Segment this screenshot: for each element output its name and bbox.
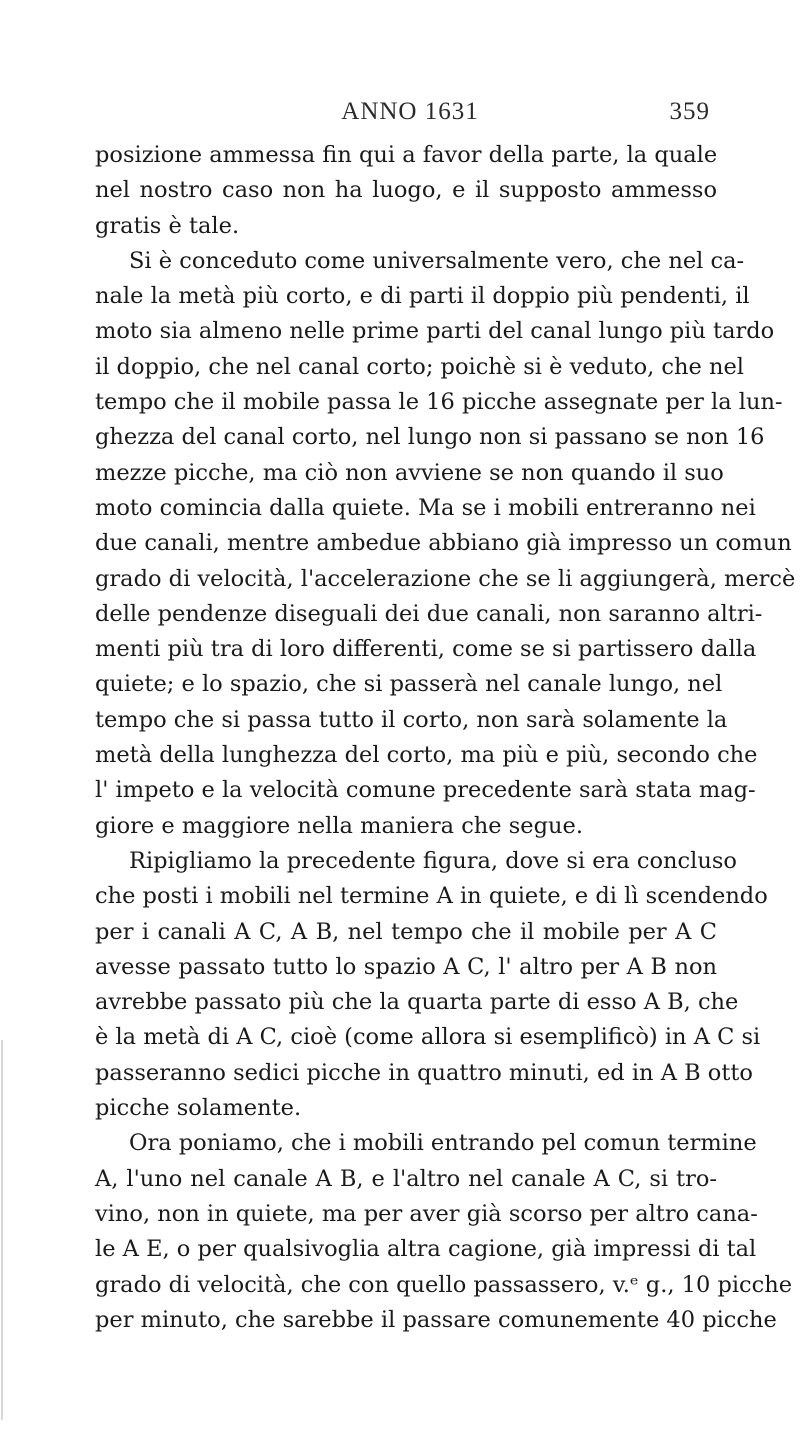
text-line: grado di velocità, che con quello passassero, v.ᵉ g., 10 picche (95, 1271, 793, 1298)
page-number: 359 (669, 98, 710, 125)
text-line: delle pendenze diseguali dei due canali, non saranno altri- (95, 600, 763, 627)
paragraph-start-line: Ripigliamo la precedente figura, dove si era concluso (129, 847, 737, 874)
text-line: nel nostro caso non ha luogo, e il supposto ammesso (95, 177, 717, 204)
text-line: l' impeto e la velocità comune precedente sarà stata mag- (95, 777, 756, 804)
text-line: quiete; e lo spazio, che si passerà nel canale lungo, nel (95, 671, 723, 698)
text-line: il doppio, che nel canal corto; poichè si è veduto, che nel (95, 353, 744, 380)
running-head: ANNO 1631 (341, 98, 479, 125)
text-line: le A E, o per qualsivoglia altra cagione, già impressi di tal (95, 1236, 757, 1263)
text-line: per i canali A C, A B, nel tempo che il mobile per A C (95, 918, 717, 945)
text-line: nale la metà più corto, e di parti il doppio più pendenti, il (95, 283, 750, 310)
text-line: due canali, mentre ambedue abbiano già impresso un comun (95, 530, 792, 557)
text-line: tempo che si passa tutto il corto, non sarà solamente la (95, 706, 728, 733)
text-line: moto sia almeno nelle prime parti del canal lungo più tardo (95, 318, 775, 345)
text-line: avrebbe passato più che la quarta parte di esso A B, che (95, 989, 739, 1016)
text-line: avesse passato tutto lo spazio A C, l' altro per A B non (95, 953, 717, 980)
paragraph-start-line: Ora poniamo, che i mobili entrando pel comun termine (129, 1130, 757, 1157)
text-line: grado di velocità, l'accelerazione che se li aggiungerà, mercè (95, 565, 796, 592)
text-line: A, l'uno nel canale A B, e l'altro nel canale A C, si tro- (95, 1165, 717, 1192)
text-line: menti più tra di loro differenti, come se si partissero dalla (95, 636, 757, 663)
body-text (95, 138, 796, 1338)
text-line: passeranno sedici picche in quattro minuti, ed in A B otto (95, 1059, 753, 1086)
text-line: per minuto, che sarebbe il passare comunemente 40 picche (95, 1306, 777, 1333)
text-line: ghezza del canal corto, nel lungo non si passano se non 16 (95, 424, 765, 451)
text-line: è la metà di A C, cioè (come allora si esemplificò) in A C si (95, 1024, 761, 1051)
page-header (110, 98, 710, 132)
text-line: vino, non in quiete, ma per aver già scorso per altro cana- (95, 1200, 758, 1227)
paragraph-end-line: gratis è tale. (95, 212, 240, 239)
text-line: moto comincia dalla quiete. Ma se i mobili entreranno nei (95, 494, 756, 521)
text-line: tempo che il mobile passa le 16 picche assegnate per la lun- (95, 389, 783, 416)
paragraph-end-line: giore e maggiore nella maniera che segue. (95, 812, 583, 839)
text-line: posizione ammessa fin qui a favor della parte, la quale (95, 142, 718, 168)
text-line: che posti i mobili nel termine A in quiete, e di lì scendendo (95, 883, 768, 910)
paragraph-start-line: Si è conceduto come universalmente vero, che nel ca- (129, 247, 745, 274)
scan-edge-shadow (1, 1040, 3, 1420)
paragraph-end-line: picche solamente. (95, 1095, 302, 1122)
text-line: metà della lunghezza del corto, ma più e più, secondo che (95, 742, 758, 769)
text-line: mezze picche, ma ciò non avviene se non quando il suo (95, 459, 724, 486)
